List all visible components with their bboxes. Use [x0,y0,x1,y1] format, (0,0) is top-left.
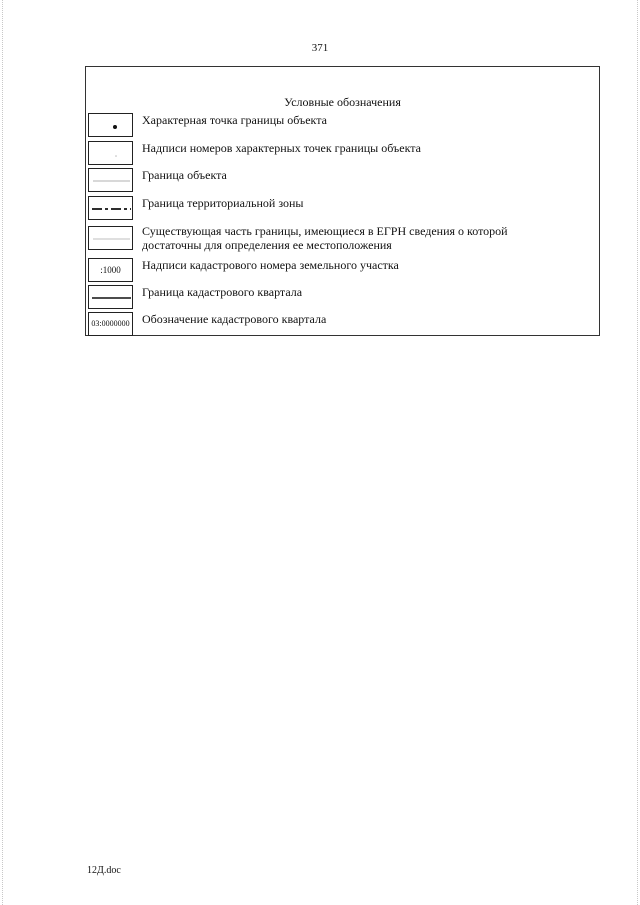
symbol-box-existing-boundary [88,226,133,250]
legend-row-quarter-designation [88,312,593,338]
legend-row-cadastral-number [88,258,593,284]
symbol-box-quarter-designation [88,312,133,336]
symbol-box-territorial-zone [88,196,133,220]
quarter-boundary-line-icon [89,286,134,310]
legend-label-territorial-zone: Граница территориальной зоны [142,196,304,210]
symbol-box-quarter-boundary [88,285,133,309]
symbol-box-object-boundary [88,168,133,192]
legend-row-existing-boundary [88,224,593,256]
legend-frame [85,66,600,336]
scan-edge-right [635,0,638,905]
cadastral-quarter-sample: 03:0000000 [91,319,130,328]
scan-edge-left [2,0,5,905]
legend-label-object-boundary: Граница объекта [142,168,227,182]
page-number: 371 [311,42,329,54]
symbol-box-point [88,113,133,137]
cadastral-number-sample: :1000 [100,265,121,275]
legend-label-quarter-designation: Обозначение кадастрового квартала [142,312,327,326]
object-boundary-line-icon [89,169,134,193]
legend-row-territorial-zone [88,196,593,222]
legend-row-object-boundary [88,168,593,194]
legend-row-point-numbers [88,141,593,167]
symbol-box-cadastral-number [88,258,133,282]
legend-title: Условные обозначения [284,95,401,109]
territorial-zone-dash-dot-icon [89,197,134,221]
legend-label-boundary-point: Характерная точка границы объекта [142,113,327,127]
legend-row-boundary-point [88,113,593,139]
symbol-box-point-numbers [88,141,133,165]
legend-row-quarter-boundary [88,285,593,311]
footer-filename: 12Д.doc [87,865,121,876]
existing-boundary-line-icon [89,227,134,251]
point-number-label-icon [89,142,134,166]
legend-label-cadastral-number: Надписи кадастрового номера земельного участка [142,258,399,272]
boundary-point-icon [89,114,134,138]
legend-label-quarter-boundary: Граница кадастрового квартала [142,285,303,299]
legend-label-point-numbers: Надписи номеров характерных точек границы объекта [142,141,421,155]
legend-label-existing-boundary: Существующая часть границы, имеющиеся в ЕГРН сведения о которой достаточны для определения ее местоположения [142,224,508,252]
